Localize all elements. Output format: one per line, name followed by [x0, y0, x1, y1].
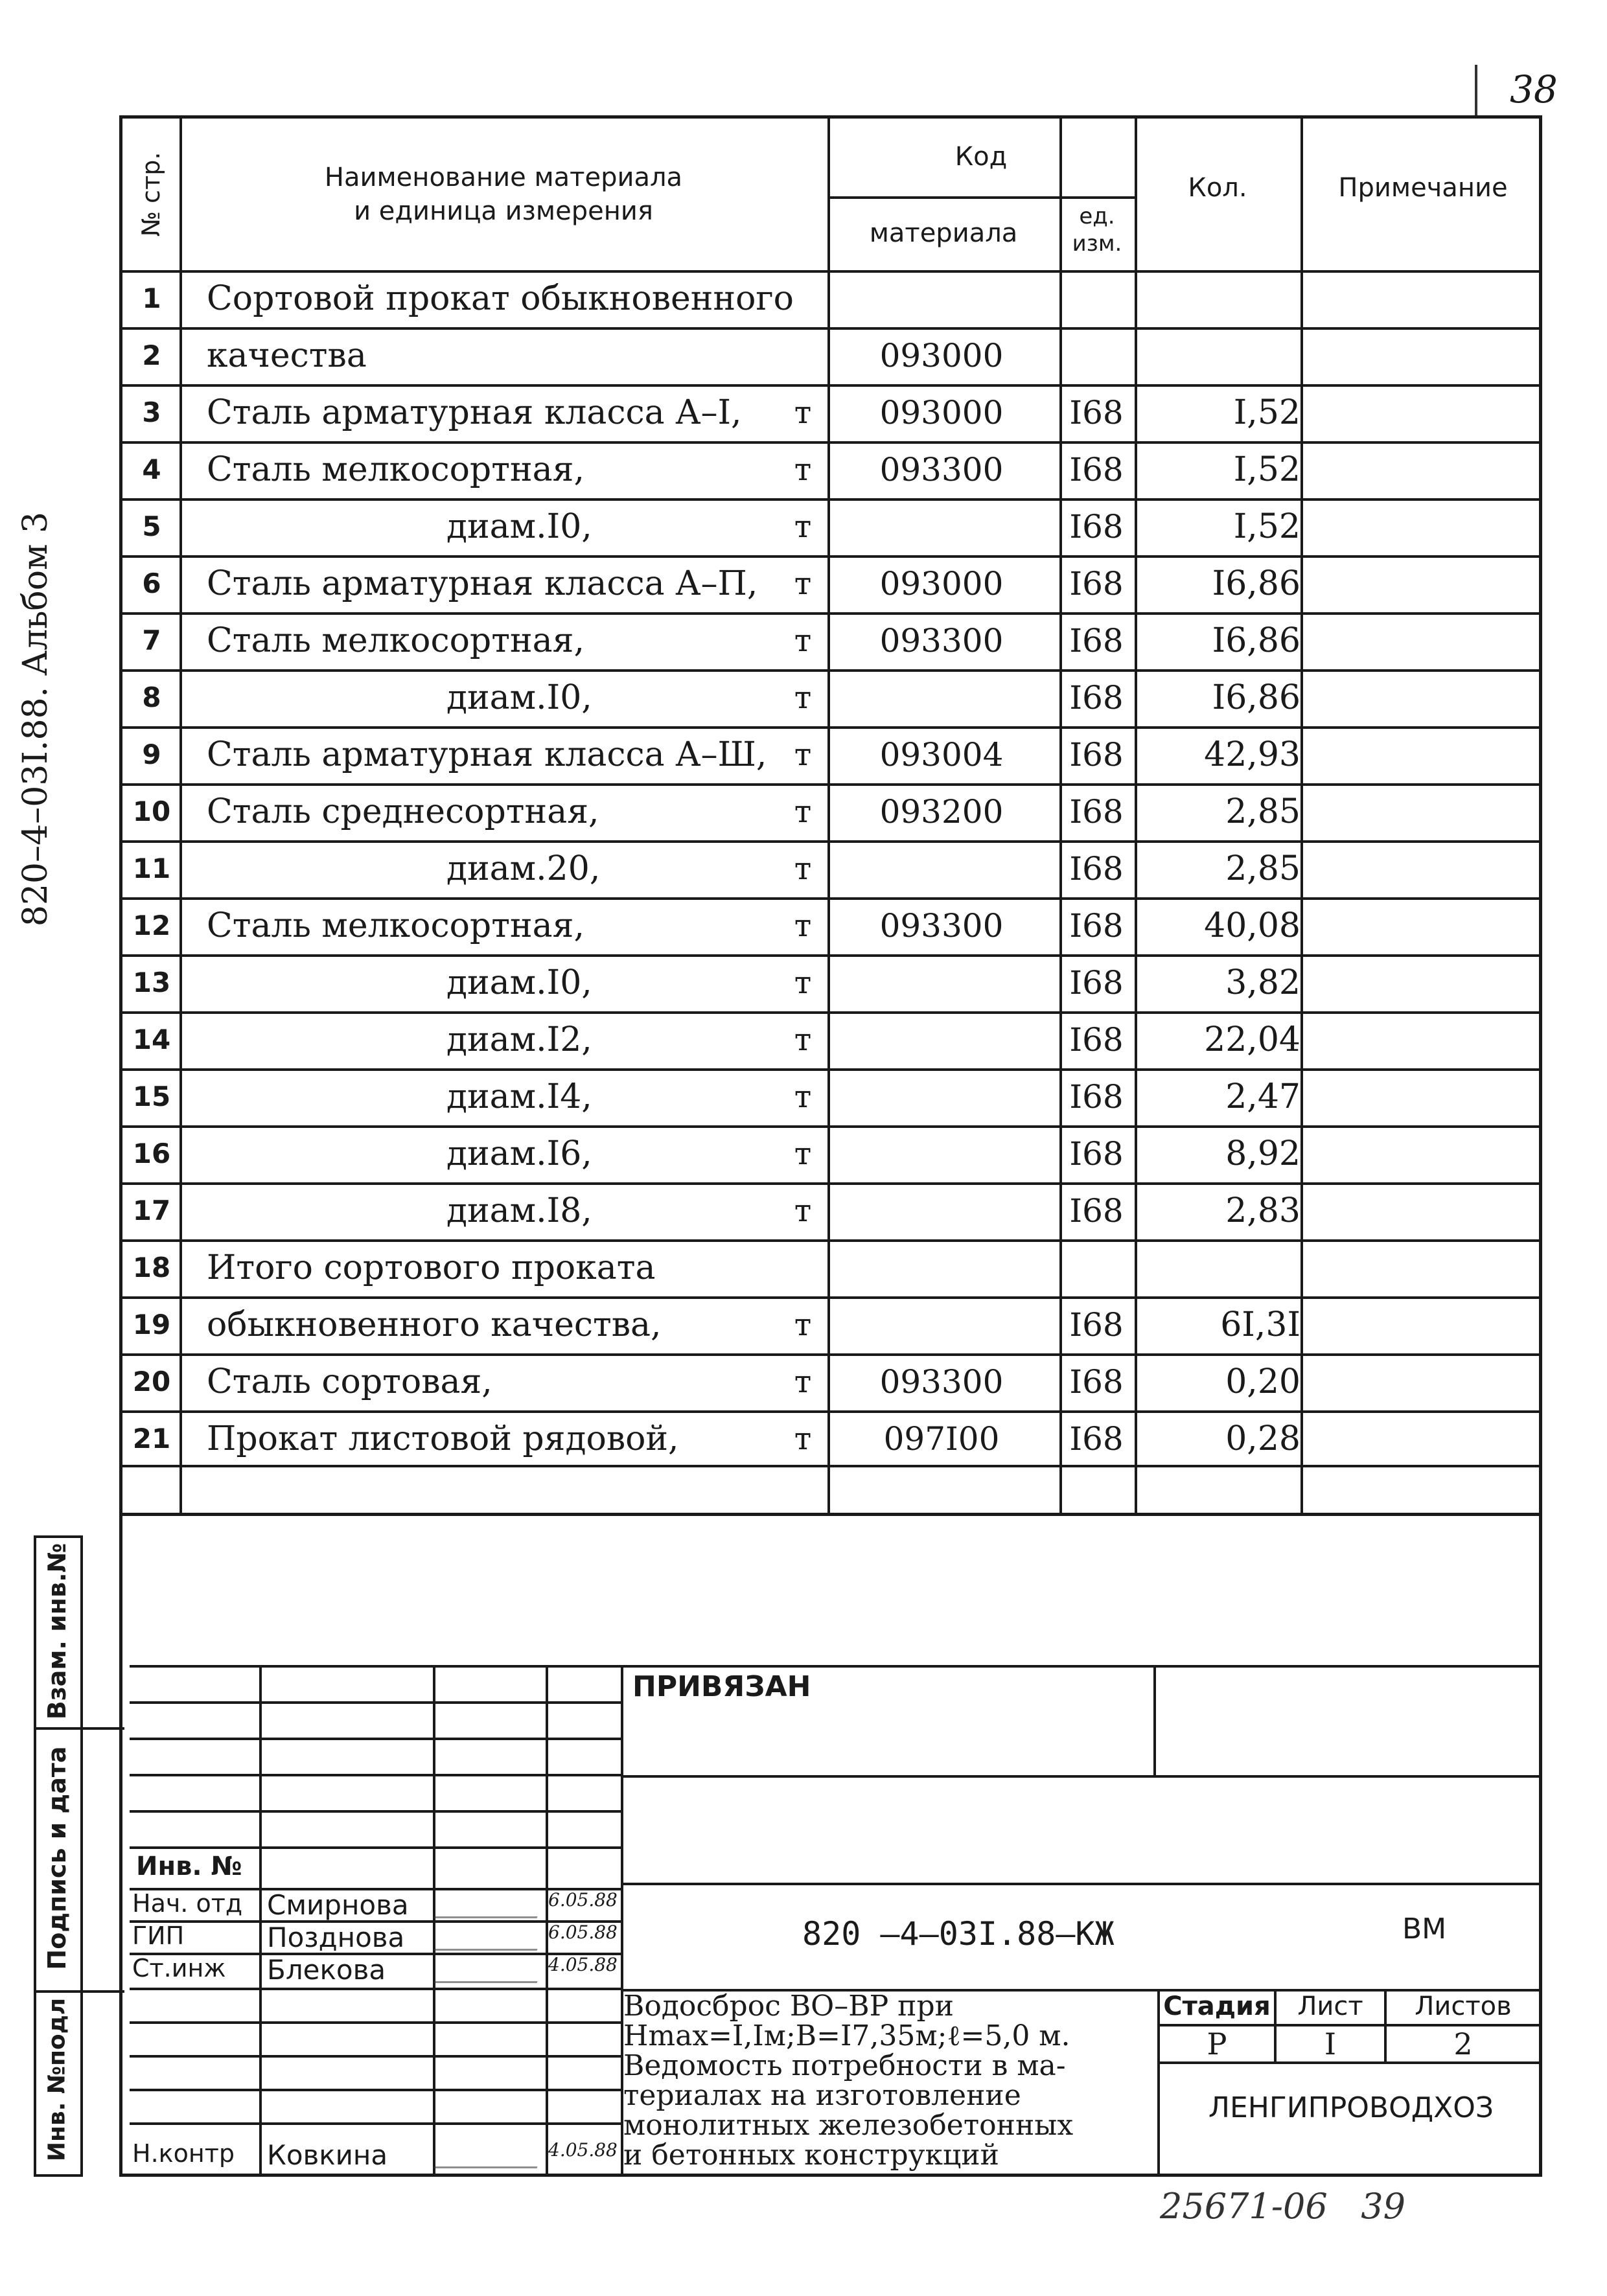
material-diameter: диам.I6, [446, 1134, 592, 1173]
material-name: Сталь среднесортная, [207, 792, 599, 831]
material-name: Итого сортового проката [207, 1248, 656, 1287]
measure-unit: т [794, 452, 812, 488]
unit-code: I68 [1069, 907, 1124, 945]
measure-unit: т [794, 1307, 812, 1343]
measure-unit: т [794, 794, 812, 830]
tb-line [1153, 1665, 1156, 1775]
table-row [122, 612, 1539, 669]
material-code [864, 1011, 1019, 1068]
measure-unit: т [794, 908, 812, 944]
measure-unit [783, 270, 822, 327]
quantity: I6,86 [1212, 678, 1301, 717]
materials-table [119, 115, 1542, 1516]
quantity: 2,85 [1225, 792, 1301, 831]
inv-no-label: Инв. № [136, 1852, 242, 1881]
material-diameter: диам.I2, [446, 1020, 592, 1059]
measure-unit [783, 327, 822, 384]
material-name: Сталь мелкосортная, [207, 906, 584, 945]
signer-name: Блекова [267, 1954, 386, 1986]
measure-unit: т [794, 1079, 812, 1115]
quantity: 2,85 [1225, 849, 1301, 888]
material-name: Сталь мелкосортная, [207, 621, 584, 660]
measure-unit: т [794, 1022, 812, 1058]
material-diameter: диам.20, [446, 849, 601, 888]
description-line: териалах на изготовление [623, 2079, 1021, 2112]
table-row [122, 1125, 1539, 1182]
row-number: 4 [142, 453, 161, 485]
page-number-tick [1475, 65, 1477, 117]
material-code [864, 954, 1019, 1011]
unit-code: I68 [1069, 1363, 1124, 1401]
tb-line [621, 1883, 1542, 1885]
sign-date: 4.05.88 [548, 1954, 618, 1975]
unit-code: I68 [1069, 394, 1124, 431]
row-number: 21 [132, 1423, 171, 1454]
row-number: 2 [142, 339, 161, 371]
material-code [864, 669, 1019, 726]
doc-mark: ВМ [1402, 1912, 1447, 1946]
stamp-line [34, 1990, 124, 1993]
measure-unit: т [794, 1193, 812, 1229]
tb-line [259, 1665, 262, 2177]
row-number: 11 [132, 853, 171, 884]
measure-unit: т [794, 1421, 812, 1457]
tb-line [433, 1665, 435, 2177]
material-code [864, 1125, 1019, 1182]
table-row [122, 726, 1539, 783]
sheets-label: Листов [1415, 1992, 1512, 2021]
stamp-sign-date: Подпись и дата [43, 1746, 71, 1970]
material-name: Сортовой прокат обыкновенного [207, 279, 794, 318]
row-number: 15 [132, 1081, 171, 1112]
sign-date: 4.05.88 [548, 2139, 618, 2161]
unit-code [1059, 327, 1133, 384]
material-code: 093300 [879, 451, 1004, 488]
quantity: 22,04 [1204, 1020, 1301, 1059]
row-number: 5 [142, 511, 161, 542]
measure-unit: т [794, 395, 812, 431]
grid-line [827, 196, 1137, 199]
stamp-line [80, 1535, 83, 2177]
table-row [122, 840, 1539, 897]
unit-code [1059, 270, 1133, 327]
unit-code: I68 [1069, 1135, 1124, 1173]
unit-code: I68 [1069, 964, 1124, 1002]
tb-line [621, 1665, 1542, 1668]
signature-scribble [434, 1924, 547, 1951]
material-name: качества [207, 336, 367, 375]
grid-line [122, 1465, 1539, 1467]
header-name-line1: Наименование материала [324, 163, 683, 192]
signer-role: Нач. отд [132, 1889, 243, 1918]
measure-unit: т [794, 680, 812, 716]
description-line: монолитных железобетонных [623, 2109, 1074, 2142]
row-number: 9 [142, 739, 161, 770]
description-line: Водосброс ВО–ВР при [623, 1990, 954, 2023]
quantity: I,52 [1233, 507, 1301, 546]
stamp-inv-orig: Инв. №подл [43, 1997, 71, 2162]
row-number: 12 [132, 910, 171, 941]
material-code [864, 498, 1019, 555]
material-code [864, 1182, 1019, 1239]
material-code: 093300 [879, 1363, 1004, 1401]
row-number: 1 [142, 282, 161, 314]
material-code: 093000 [879, 337, 1004, 374]
material-name: Прокат листовой рядовой, [207, 1419, 679, 1458]
organization: ЛЕНГИПРОВОДХОЗ [1208, 2091, 1494, 2124]
signer-name: Ковкина [267, 2139, 388, 2171]
header-num-cell [122, 119, 179, 270]
signature-scribble [434, 1892, 547, 1918]
unit-code: I68 [1069, 622, 1124, 660]
measure-unit [783, 1239, 822, 1296]
measure-unit: т [794, 1364, 812, 1400]
table-row [122, 384, 1539, 441]
row-number: 13 [132, 967, 171, 998]
signer-role: ГИП [132, 1922, 185, 1950]
material-name: Сталь арматурная класса А–I, [207, 393, 742, 432]
material-code [864, 1068, 1019, 1125]
unit-code: I68 [1069, 1192, 1124, 1230]
unit-code: I68 [1069, 736, 1124, 774]
quantity: 40,08 [1204, 906, 1301, 945]
table-row [122, 1182, 1539, 1239]
quantity: I,52 [1233, 450, 1301, 489]
unit-code: I68 [1069, 679, 1124, 717]
row-number: 19 [132, 1309, 171, 1340]
material-name: обыкновенного качества, [207, 1305, 662, 1344]
material-name: Сталь арматурная класса А–П, [207, 564, 758, 603]
material-code: 093300 [879, 622, 1004, 660]
row-number: 17 [132, 1195, 171, 1226]
material-diameter: диам.I8, [446, 1191, 592, 1230]
header-note: Примечание [1338, 173, 1508, 203]
description-line: Ведомость потребности в ма- [623, 2049, 1066, 2082]
tb-line [546, 1665, 548, 2177]
table-row [122, 555, 1539, 612]
description-line: Hmax=I,Iм;В=I7,35м;ℓ=5,0 м. [623, 2019, 1070, 2052]
signature-scribble [434, 1957, 547, 1983]
header-qty: Кол. [1188, 173, 1247, 203]
header-unit-line2: изм. [1072, 231, 1122, 257]
quantity: I6,86 [1212, 621, 1301, 660]
sign-date: 6.05.88 [548, 1922, 618, 1943]
stage-value: Р [1207, 2026, 1227, 2061]
tb-line [1157, 2061, 1542, 2064]
table-row [122, 270, 1539, 327]
signer-role: Н.контр [132, 2139, 235, 2168]
page-number: 38 [1510, 67, 1558, 111]
table-row [122, 1068, 1539, 1125]
measure-unit: т [794, 509, 812, 545]
unit-code: I68 [1069, 1420, 1124, 1458]
material-name: Сталь мелкосортная, [207, 450, 584, 489]
material-code: 097I00 [883, 1420, 1000, 1458]
row-number: 8 [142, 682, 161, 713]
row-number: 3 [142, 396, 161, 428]
signer-name: Смирнова [267, 1889, 409, 1921]
sign-date: 6.05.88 [548, 1889, 618, 1911]
measure-unit: т [794, 737, 812, 773]
material-name: Сталь сортовая, [207, 1362, 492, 1401]
material-diameter: диам.I0, [446, 678, 592, 717]
material-code: 093000 [879, 565, 1004, 603]
quantity: 2,47 [1225, 1077, 1301, 1116]
doc-code: 820 –4–03I.88–КЖ [802, 1915, 1115, 1953]
material-code [864, 1239, 1019, 1296]
tb-line [621, 1775, 1542, 1778]
material-code: 093004 [879, 736, 1004, 774]
quantity: I,52 [1233, 393, 1301, 432]
table-row [122, 1011, 1539, 1068]
material-diameter: диам.I4, [446, 1077, 592, 1116]
header-code-material: материала [869, 218, 1018, 248]
description-line: и бетонных конструкций [623, 2139, 999, 2172]
quantity: 0,28 [1225, 1419, 1301, 1458]
material-code: 093300 [879, 907, 1004, 945]
table-row [122, 1296, 1539, 1353]
quantity: 0,20 [1225, 1362, 1301, 1401]
unit-code: I68 [1069, 793, 1124, 831]
quantity: 8,92 [1225, 1134, 1301, 1173]
row-number: 18 [132, 1252, 171, 1283]
header-unit-line1: ед. [1079, 203, 1115, 229]
header-name-line2: и единица измерения [354, 196, 653, 226]
table-row [122, 1239, 1539, 1296]
measure-unit: т [794, 623, 812, 659]
table-row [122, 441, 1539, 498]
unit-code: I68 [1069, 1306, 1124, 1344]
material-code: 093000 [879, 394, 1004, 431]
unit-code: I68 [1069, 850, 1124, 888]
signature-scribble [434, 2142, 547, 2168]
row-number: 14 [132, 1024, 171, 1055]
table-row [122, 954, 1539, 1011]
table-row [122, 498, 1539, 555]
measure-unit: т [794, 566, 812, 602]
material-code [864, 270, 1019, 327]
unit-code [1059, 1239, 1133, 1296]
material-diameter: диам.I0, [446, 507, 592, 546]
header-num: № стр. [137, 152, 165, 237]
stage-label: Стадия [1163, 1992, 1271, 2021]
quantity [1141, 270, 1307, 327]
quantity: I6,86 [1212, 564, 1301, 603]
quantity: 2,83 [1225, 1191, 1301, 1230]
table-row [122, 327, 1539, 384]
album-side-label: 820–4–03I.88. Альбом 3 [16, 511, 55, 927]
measure-unit: т [794, 1136, 812, 1172]
material-code [864, 1296, 1019, 1353]
sheet-value: I [1324, 2026, 1337, 2061]
quantity: 3,82 [1225, 963, 1301, 1002]
unit-code: I68 [1069, 1021, 1124, 1059]
row-number: 16 [132, 1138, 171, 1169]
table-row [122, 1353, 1539, 1410]
sheets-value: 2 [1453, 2026, 1473, 2061]
signer-name: Позднова [267, 1922, 405, 1953]
quantity [1141, 1239, 1307, 1296]
row-number: 7 [142, 625, 161, 656]
unit-code: I68 [1069, 1078, 1124, 1116]
material-code: 093200 [879, 793, 1004, 831]
unit-code: I68 [1069, 451, 1124, 488]
material-name: Сталь арматурная класса А–Ш, [207, 735, 767, 774]
table-row [122, 897, 1539, 954]
archive-number: 25671-06 39 [1160, 2186, 1405, 2227]
unit-code: I68 [1069, 508, 1124, 545]
measure-unit: т [794, 965, 812, 1001]
measure-unit: т [794, 851, 812, 887]
row-number: 20 [132, 1366, 171, 1397]
row-number: 6 [142, 568, 161, 599]
sheet-label: Лист [1297, 1992, 1363, 2021]
quantity: 42,93 [1204, 735, 1301, 774]
row-number: 10 [132, 796, 171, 827]
stamp-replace-inv: Взам. инв.№ [43, 1543, 71, 1720]
quantity [1141, 327, 1307, 384]
signer-role: Ст.инж [132, 1954, 226, 1982]
header-code: Код [954, 142, 1008, 172]
table-row [122, 669, 1539, 726]
stamp-line [34, 1727, 124, 1730]
table-row [122, 783, 1539, 840]
material-diameter: диам.I0, [446, 963, 592, 1002]
unit-code: I68 [1069, 565, 1124, 603]
quantity: 6I,3I [1220, 1305, 1301, 1344]
material-code [864, 840, 1019, 897]
attached-label: ПРИВЯЗАН [632, 1670, 811, 1703]
table-row [122, 1410, 1539, 1467]
